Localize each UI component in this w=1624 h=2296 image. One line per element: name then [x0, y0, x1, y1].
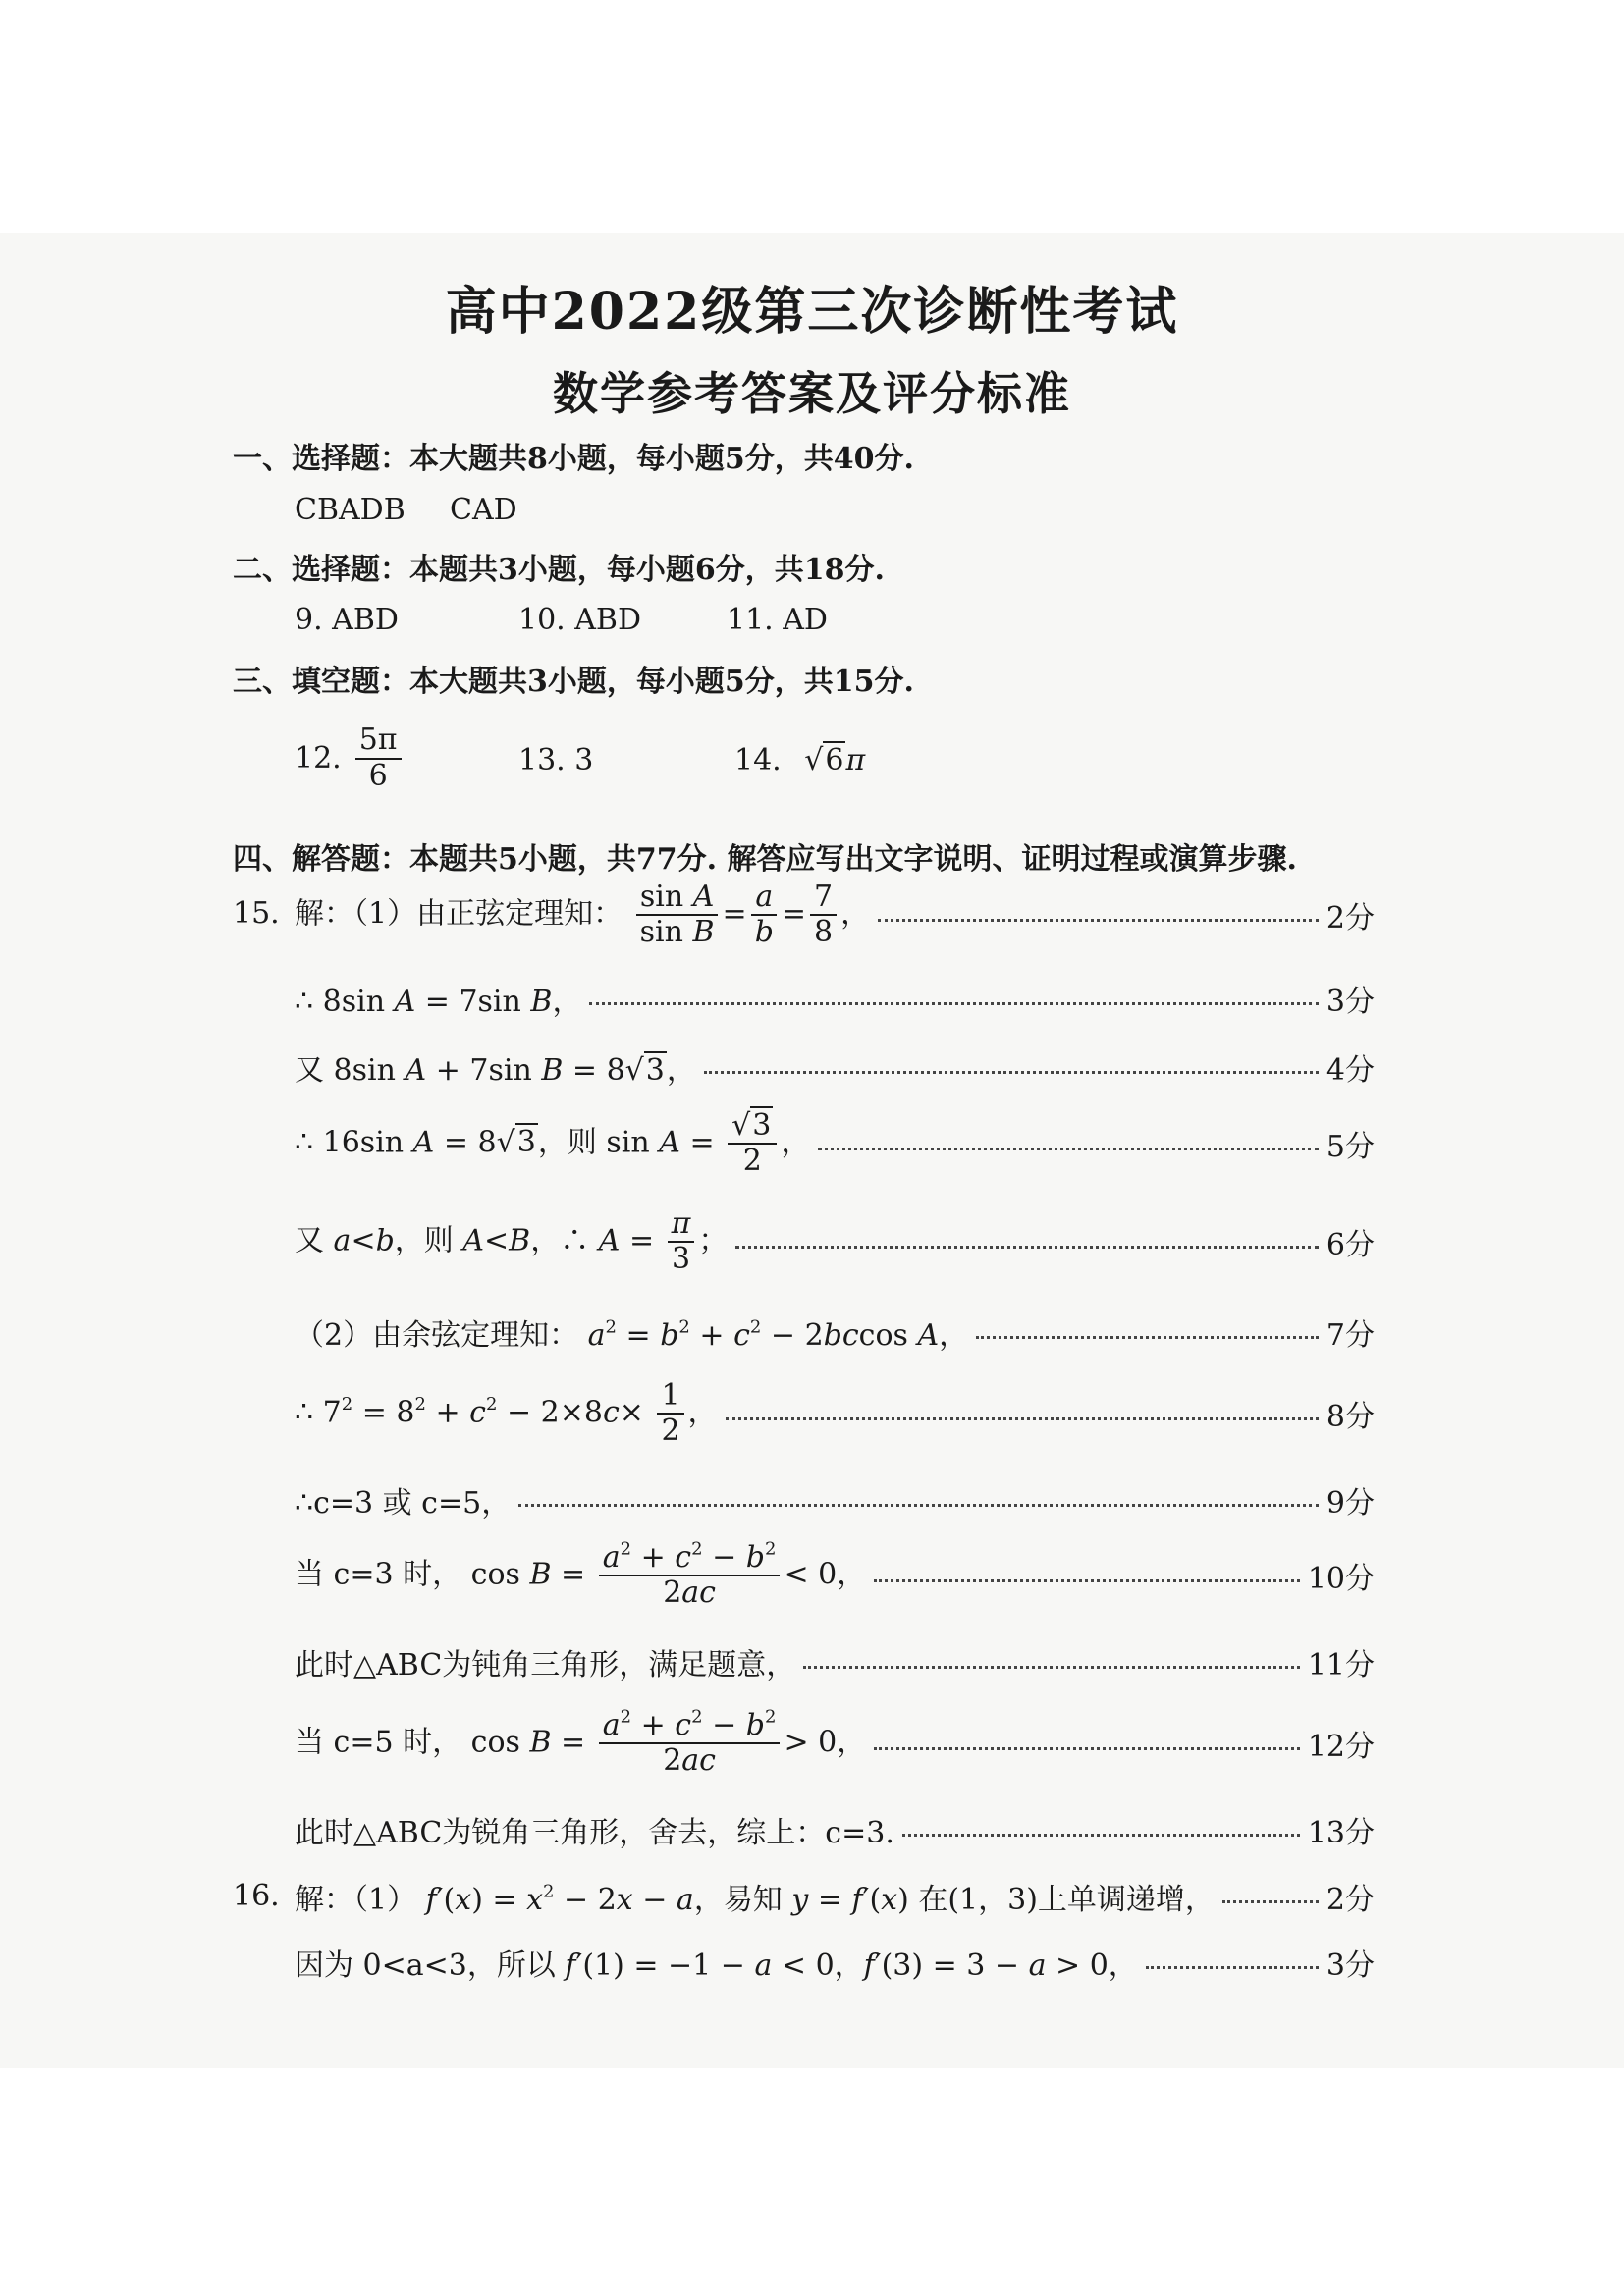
- q15-step-10: [295, 1628, 1375, 1696]
- q16-step-1: [295, 1862, 1375, 1931]
- q15-step-2-expr: ∴ 8sin A = 7sin B，: [295, 985, 582, 1019]
- q15-score-11: 12分: [1307, 1730, 1375, 1764]
- answer-14-sqrt: √6: [804, 743, 844, 777]
- q15-score-3: 4分: [1326, 1053, 1375, 1088]
- q16-step-2: [295, 1928, 1375, 1997]
- q15-step-9: [295, 1537, 1375, 1610]
- section-2-answer-10: 10. ABD: [518, 603, 642, 637]
- q15-step-10-expr: 此时△ABC为钝角三角形，满足题意，: [295, 1648, 796, 1682]
- leader-dots: [976, 1332, 1319, 1339]
- q16-because-text: 因为 0<a<3，所以: [295, 1949, 556, 1983]
- q16-step-2-expr: 因为 0<a<3，所以 f′(1) = −1 − a < 0，f′(3) = 3 − a > 0，: [295, 1949, 1138, 1983]
- q16-label: 16.: [233, 1879, 280, 1913]
- q15-score-10: 11分: [1307, 1648, 1375, 1682]
- q15-score-6: 7分: [1326, 1318, 1375, 1353]
- answer-14-radicand: 6: [825, 743, 844, 777]
- q15-frac-cosB-2: $\frac{a^2 + c^2 - b^2}{2ac}$: [599, 1709, 781, 1779]
- section-2-answer-11: 11. AD: [727, 603, 828, 637]
- section-3-heading: 三、填空题：本大题共3小题，每小题5分，共15分.: [233, 665, 914, 699]
- q16-score-2: 3分: [1326, 1949, 1375, 1983]
- q16-known-text: 易知: [723, 1883, 783, 1917]
- q15-step-2: [295, 964, 1375, 1033]
- section-1-answers-a: CBADB: [295, 493, 406, 527]
- q15-frac-ab: $\frac{a}{b}$: [751, 881, 778, 950]
- q16-lead-text: 解：（1）: [295, 1883, 417, 1917]
- q15-step-3-expr: 又 8sin A + 7sin B = 8√3，: [295, 1053, 696, 1088]
- leader-dots: [735, 1242, 1319, 1249]
- answer-12-fraction: [355, 723, 402, 793]
- page-title: 高中2022级第三次诊断性考试: [445, 282, 1179, 342]
- page-subtitle: 数学参考答案及评分标准: [553, 367, 1071, 420]
- section-2-answer-9: 9. ABD: [295, 603, 399, 637]
- document-page: [0, 233, 1624, 2068]
- answer-14-label: 14.: [734, 743, 782, 777]
- q15-frac-cosB-1: $\frac{a^2 + c^2 - b^2}{2ac}$: [599, 1541, 781, 1611]
- q15-score-7: 8分: [1326, 1400, 1375, 1434]
- q15-when5-text: 当 c=5 时，: [295, 1725, 462, 1759]
- q16-score-1: 2分: [1326, 1883, 1375, 1917]
- q15-score-1: 2分: [1326, 901, 1375, 935]
- answer-12-denominator: 6: [368, 758, 388, 793]
- leader-dots: [1222, 1896, 1319, 1903]
- leader-dots: [902, 1830, 1300, 1837]
- q15-step-8: [295, 1466, 1375, 1534]
- q15-step-11: [295, 1705, 1375, 1778]
- q15-frac-78: $\frac{7}{8}$: [810, 881, 837, 950]
- q15-frac-sin: $\frac{\text{sin A}}{\text{sin B}}$: [636, 881, 719, 950]
- q16-inc-text: 在(1，3)上单调递增，: [918, 1883, 1215, 1917]
- q15-step-5-expr: 又 a<b，则 A<B，∴ A = $\frac{\pi}{3}$ ；: [295, 1205, 729, 1276]
- leader-dots: [818, 1144, 1319, 1150]
- q15-step-1: [295, 881, 1375, 949]
- answer-14-suffix: π: [845, 743, 866, 777]
- q15-step-5: [295, 1207, 1375, 1276]
- q15-step-12-expr: 此时△ABC为锐角三角形，舍去，综上：c=3.: [295, 1816, 894, 1850]
- q15-step-6: [295, 1298, 1375, 1366]
- section-3-answer-12: [295, 723, 406, 793]
- q15-score-4: 5分: [1326, 1130, 1375, 1164]
- section-1-answers-b: CAD: [450, 493, 517, 527]
- q15-when3-text: 当 c=3 时，: [295, 1557, 462, 1591]
- q15-frac-sqrt3-2: $\frac{√3}{2}$: [728, 1109, 777, 1179]
- q15-lead-text: 解：（1）由正弦定理知：: [295, 896, 623, 931]
- q15-score-12: 13分: [1307, 1816, 1375, 1850]
- leader-dots: [1146, 1962, 1319, 1969]
- leader-dots: [874, 1743, 1300, 1750]
- q15-step-11-expr: 当 c=5 时， cos B = $\frac{a^2 + c^2 - b^2}{2ac}$ > 0，: [295, 1705, 867, 1778]
- q15-step-4-expr: ∴ 16sin A = 8√3，则 sin A = $\frac{√3}{2}$ ，: [295, 1107, 811, 1178]
- leader-dots: [874, 1575, 1300, 1582]
- leader-dots: [803, 1662, 1300, 1669]
- q15-score-9: 10分: [1307, 1562, 1375, 1596]
- q15-step-3: [295, 1033, 1375, 1101]
- leader-dots: [704, 1067, 1319, 1074]
- section-1-heading: 一、选择题：本大题共8小题，每小题5分，共40分.: [233, 442, 914, 476]
- q15-label: 15.: [233, 896, 280, 931]
- q15-part2-lead: （2）由余弦定理知：: [295, 1318, 579, 1353]
- section-3-answer-14: [734, 743, 865, 777]
- q15-step-12: [295, 1795, 1375, 1864]
- q15-frac-pi3: $\frac{\pi}{3}$: [668, 1207, 695, 1277]
- section-4-heading: 四、解答题：本题共5小题，共77分. 解答应写出文字说明、证明过程或演算步骤.: [233, 842, 1297, 877]
- q15-step-1-expr: 解：（1）由正弦定理知： $\frac{\text{sin A}}{\text{sin B}}$ = $\frac{a}{b}$ = $\frac{7}{8}$ ，: [295, 879, 871, 949]
- leader-dots: [518, 1500, 1319, 1507]
- q15-score-5: 6分: [1326, 1228, 1375, 1262]
- answer-12-numerator: 5π: [355, 723, 402, 760]
- q15-step-7-expr: ∴ $7^2 = 8^2 + c^2 - 2\times 8c\times$ $\frac{1}{2}$ ，: [295, 1377, 718, 1448]
- leader-dots: [878, 915, 1319, 922]
- answer-12-label: 12.: [295, 741, 342, 775]
- q15-score-2: 3分: [1326, 985, 1375, 1019]
- q15-step-7: [295, 1379, 1375, 1448]
- q15-step-4: [295, 1109, 1375, 1178]
- q15-also-text: 又: [295, 1053, 324, 1088]
- section-2-heading: 二、选择题：本题共3小题，每小题6分，共18分.: [233, 553, 885, 587]
- q15-step-8-expr: ∴c=3 或 c=5，: [295, 1486, 512, 1521]
- q15-step-6-expr: （2）由余弦定理知： $a^2 = b^2 + c^2 - 2bccos$ A，: [295, 1316, 969, 1353]
- leader-dots: [589, 998, 1318, 1005]
- section-3-answer-13: 13. 3: [518, 743, 594, 777]
- leader-dots: [726, 1414, 1319, 1420]
- q15-frac-half: $\frac{1}{2}$: [657, 1379, 683, 1449]
- q15-then-text: 则: [567, 1125, 597, 1159]
- q16-step-1-expr: 解：（1） $f'(x) = x^2 - 2x - a$，易知 y = f′(x) 在(1，3)上单调递增，: [295, 1881, 1215, 1917]
- q15-step-9-expr: 当 c=3 时， cos B = $\frac{a^2 + c^2 - b^2}{2ac}$ < 0，: [295, 1537, 867, 1610]
- q15-score-8: 9分: [1326, 1486, 1375, 1521]
